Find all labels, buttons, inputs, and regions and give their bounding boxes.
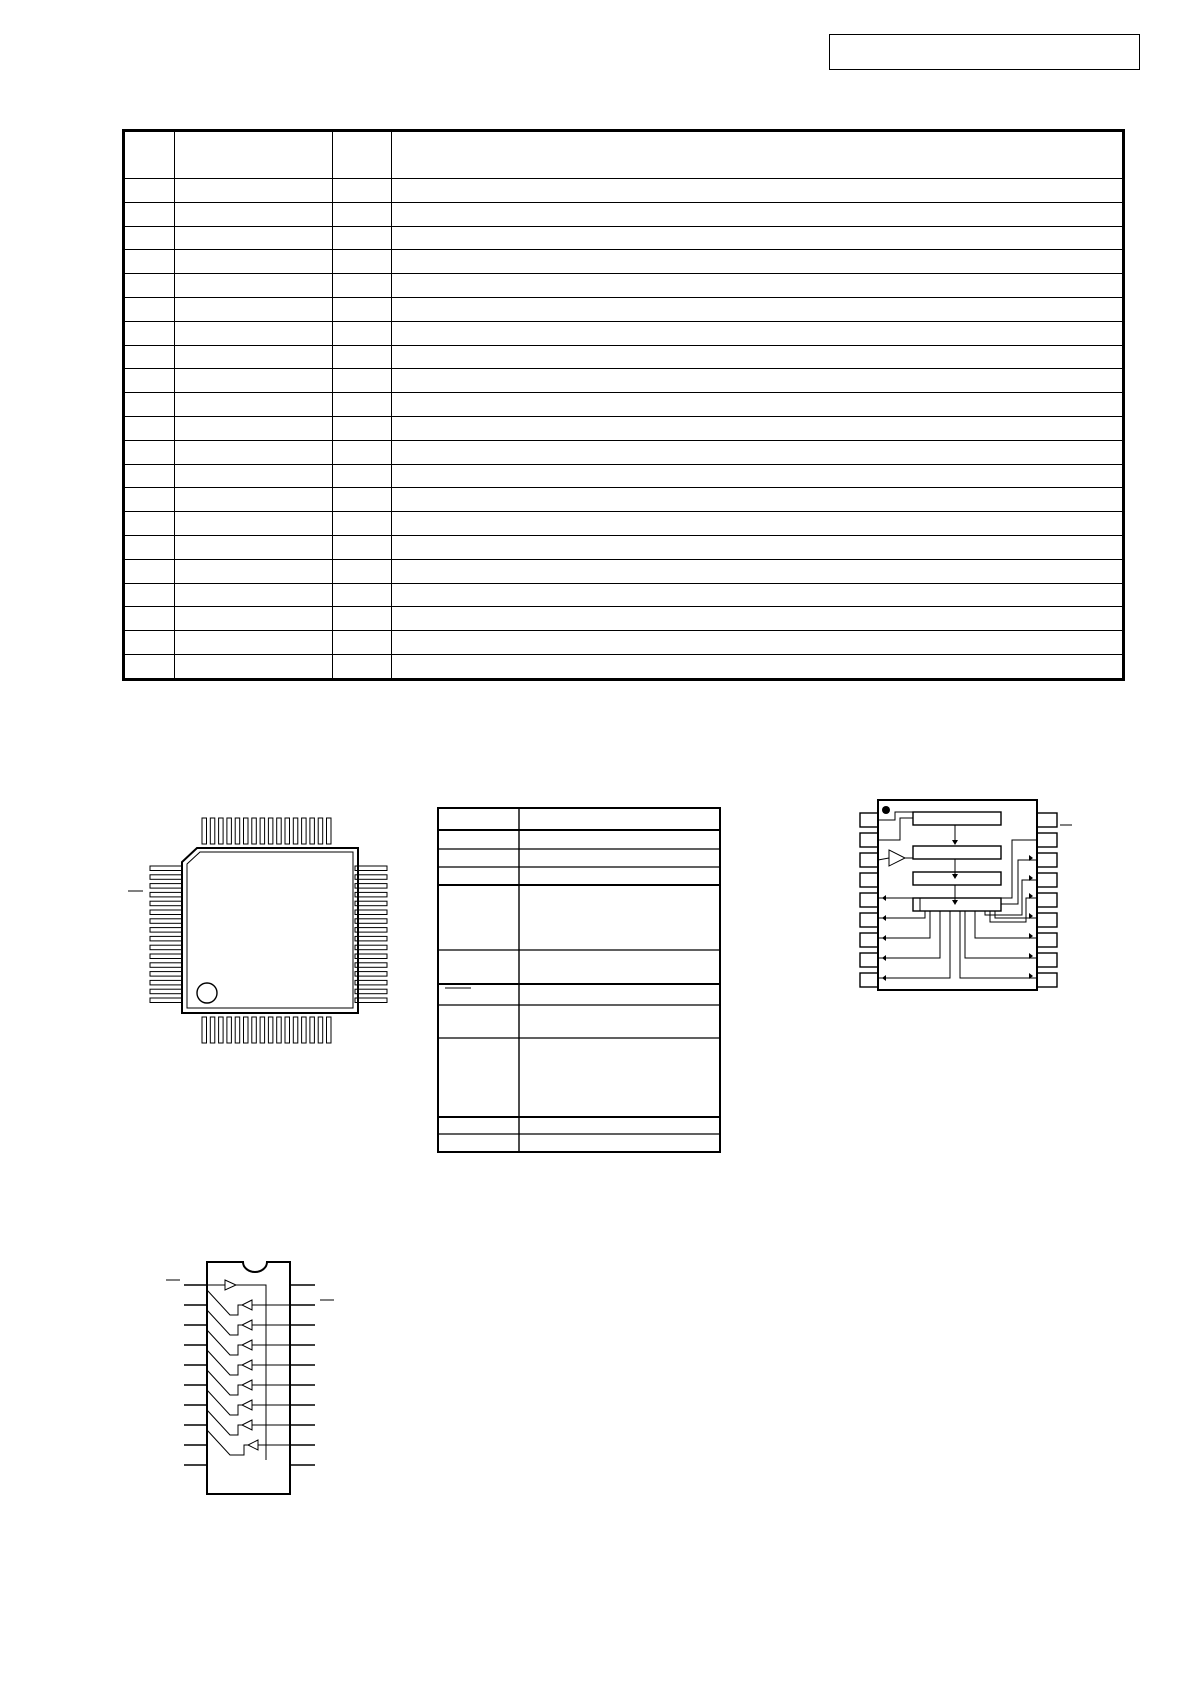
table-cell	[175, 226, 333, 250]
table-cell	[175, 202, 333, 226]
table-cell	[175, 274, 333, 298]
buffer-symbol	[242, 1380, 252, 1390]
table-row	[124, 226, 1124, 250]
right-pin	[355, 963, 387, 968]
buffer-symbol	[242, 1400, 252, 1410]
table-cell	[392, 440, 1124, 464]
table-row	[124, 179, 1124, 203]
left-pin	[150, 972, 182, 977]
table-cell	[333, 559, 392, 583]
left-pin	[860, 813, 878, 827]
table-cell	[333, 440, 392, 464]
table-row	[124, 464, 1124, 488]
left-pin	[150, 928, 182, 933]
ic-body	[878, 800, 1037, 990]
right-pin	[355, 998, 387, 1003]
left-pin	[150, 989, 182, 994]
table-cell	[333, 631, 392, 655]
table-cell	[175, 631, 333, 655]
pin-description-table	[122, 129, 1125, 681]
signal-line	[878, 911, 950, 978]
left-pin	[860, 833, 878, 847]
table-cell	[175, 464, 333, 488]
bottom-pin	[318, 1017, 323, 1043]
table-row	[124, 607, 1124, 631]
table-cell	[392, 250, 1124, 274]
function-block	[913, 812, 1001, 825]
arrow-head	[952, 840, 958, 845]
table-header-row	[124, 131, 1124, 179]
right-pin	[355, 980, 387, 985]
top-pin	[252, 818, 256, 844]
table-cell	[175, 654, 333, 679]
table-cell	[333, 535, 392, 559]
table-cell	[124, 631, 175, 655]
terminal-table	[435, 805, 725, 1153]
table-cell	[175, 440, 333, 464]
table-cell	[392, 416, 1124, 440]
table-cell	[333, 607, 392, 631]
table-row	[124, 369, 1124, 393]
pin-table-body	[124, 179, 1124, 680]
left-pin	[860, 853, 878, 867]
right-pin	[355, 866, 387, 871]
table-cell	[175, 297, 333, 321]
function-block	[913, 846, 1001, 859]
signal-line	[207, 1430, 290, 1455]
table-cell	[124, 321, 175, 345]
top-pin	[235, 818, 240, 844]
right-pin	[355, 875, 387, 880]
table-cell	[333, 179, 392, 203]
table-row	[124, 416, 1124, 440]
top-pin	[293, 818, 298, 844]
table-cell	[124, 226, 175, 250]
signal-line	[878, 812, 913, 820]
arrow-head	[882, 975, 886, 981]
left-pin	[150, 980, 182, 985]
table-cell	[392, 512, 1124, 536]
left-pin	[150, 954, 182, 959]
right-pin	[355, 884, 387, 889]
right-pin	[1037, 933, 1057, 947]
left-pin	[150, 998, 182, 1003]
table-row	[124, 297, 1124, 321]
table-cell	[333, 393, 392, 417]
model-number-box	[829, 34, 1140, 70]
left-pin	[150, 875, 182, 880]
top-pin	[260, 818, 265, 844]
left-pin	[150, 884, 182, 889]
right-pin	[1037, 953, 1057, 967]
table-row	[124, 654, 1124, 679]
right-pin	[1037, 833, 1057, 847]
right-pin	[355, 945, 387, 950]
table-cell	[175, 535, 333, 559]
arrow-head	[882, 895, 886, 901]
buffer-symbol	[248, 1440, 258, 1450]
right-pin	[355, 989, 387, 994]
top-pin	[277, 818, 282, 844]
table-cell	[124, 607, 175, 631]
left-pin	[150, 901, 182, 906]
bottom-pin	[202, 1017, 207, 1043]
buffer-ic-package-icon	[160, 1255, 340, 1500]
table-cell	[124, 345, 175, 369]
table-cell	[392, 607, 1124, 631]
table-row	[124, 512, 1124, 536]
table-cell	[124, 559, 175, 583]
table-cell	[333, 274, 392, 298]
top-pin	[219, 818, 224, 844]
table-cell	[124, 297, 175, 321]
table-row	[124, 488, 1124, 512]
table-cell	[333, 297, 392, 321]
table-cell	[175, 345, 333, 369]
table-cell	[392, 488, 1124, 512]
right-pin	[355, 928, 387, 933]
table-cell	[175, 488, 333, 512]
table-cell	[392, 464, 1124, 488]
signal-line	[207, 1330, 290, 1355]
header-function	[392, 131, 1124, 179]
bottom-pin	[260, 1017, 265, 1043]
ic-body	[182, 848, 358, 1013]
table-cell	[175, 416, 333, 440]
bottom-pin	[244, 1017, 249, 1043]
table-cell	[124, 464, 175, 488]
table-cell	[392, 179, 1124, 203]
table-cell	[333, 416, 392, 440]
buffer-symbol	[242, 1360, 252, 1370]
left-pin	[860, 913, 878, 927]
table-cell	[392, 654, 1124, 679]
signal-line	[207, 1410, 290, 1435]
left-pin	[860, 893, 878, 907]
left-pin	[150, 945, 182, 950]
table-row	[124, 274, 1124, 298]
top-pin	[244, 818, 249, 844]
left-pin	[150, 892, 182, 897]
buffer-symbol	[889, 850, 905, 866]
right-pin	[1037, 873, 1057, 887]
right-pin	[1037, 853, 1057, 867]
table-cell	[175, 179, 333, 203]
table-cell	[333, 250, 392, 274]
table-cell	[392, 631, 1124, 655]
signal-line	[207, 1370, 290, 1395]
table-cell	[124, 202, 175, 226]
signal-line	[1001, 840, 1037, 898]
table-cell	[124, 654, 175, 679]
table-cell	[124, 369, 175, 393]
table-row	[124, 202, 1124, 226]
bottom-pin	[285, 1017, 290, 1043]
table-cell	[175, 369, 333, 393]
signal-line	[207, 1285, 266, 1460]
function-block	[913, 898, 1001, 911]
table-cell	[124, 179, 175, 203]
table-row	[124, 559, 1124, 583]
left-pin	[860, 933, 878, 947]
table-cell	[124, 512, 175, 536]
table-cell	[392, 345, 1124, 369]
table-cell	[175, 607, 333, 631]
buffer-symbol	[242, 1320, 252, 1330]
signal-line	[207, 1290, 290, 1315]
table-cell	[333, 464, 392, 488]
arrow-head	[882, 935, 886, 941]
bottom-pin	[235, 1017, 240, 1043]
bottom-pin	[227, 1017, 232, 1043]
buffer-symbol	[242, 1420, 252, 1430]
right-pin	[355, 919, 387, 924]
table-cell	[124, 583, 175, 607]
table-row	[124, 535, 1124, 559]
table-cell	[124, 274, 175, 298]
signal-line	[207, 1390, 290, 1415]
table-cell	[392, 583, 1124, 607]
table-cell	[333, 226, 392, 250]
table-cell	[175, 321, 333, 345]
right-pin	[355, 910, 387, 915]
table-cell	[392, 535, 1124, 559]
table-cell	[175, 250, 333, 274]
buffer-symbol	[225, 1280, 236, 1290]
bottom-pin	[302, 1017, 307, 1043]
qfp-ic-package-icon	[120, 815, 405, 1075]
table-cell	[392, 559, 1124, 583]
header-pin-no	[124, 131, 175, 179]
table-cell	[175, 512, 333, 536]
table-row	[124, 583, 1124, 607]
buffer-symbol	[242, 1300, 252, 1310]
signal-line	[878, 858, 889, 860]
table-cell	[333, 512, 392, 536]
signal-line	[905, 851, 913, 858]
top-pin	[310, 818, 315, 844]
table-cell	[392, 393, 1124, 417]
left-pin	[150, 919, 182, 924]
right-pin	[1037, 913, 1057, 927]
table-cell	[124, 488, 175, 512]
left-pin	[150, 866, 182, 871]
top-pin	[318, 818, 323, 844]
right-pin	[355, 972, 387, 977]
arrow-head	[952, 900, 958, 905]
table-row	[124, 631, 1124, 655]
signal-line	[878, 911, 930, 938]
table-cell	[175, 559, 333, 583]
table-cell	[392, 274, 1124, 298]
top-pin	[210, 818, 215, 844]
table-row	[124, 345, 1124, 369]
header-io	[333, 131, 392, 179]
table-cell	[392, 369, 1124, 393]
top-pin	[268, 818, 273, 844]
signal-line	[207, 1350, 290, 1375]
top-pin	[227, 818, 232, 844]
bottom-pin	[219, 1017, 224, 1043]
function-block	[913, 872, 1001, 885]
table-row	[124, 393, 1124, 417]
bottom-pin	[293, 1017, 298, 1043]
table-cell	[333, 583, 392, 607]
pin1-marker	[197, 983, 217, 1003]
right-pin	[1037, 973, 1057, 987]
signal-line	[960, 911, 1037, 978]
right-pin	[355, 936, 387, 941]
ic-block-diagram-icon	[850, 795, 1075, 995]
signal-line	[878, 818, 913, 840]
left-pin	[150, 963, 182, 968]
left-pin	[860, 873, 878, 887]
table-cell	[392, 202, 1124, 226]
signal-line	[878, 898, 920, 911]
table-row	[124, 440, 1124, 464]
left-pin	[150, 910, 182, 915]
table-row	[124, 250, 1124, 274]
left-pin	[860, 953, 878, 967]
table-cell	[124, 535, 175, 559]
signal-line	[207, 1310, 290, 1335]
left-pin	[150, 936, 182, 941]
right-pin	[355, 954, 387, 959]
bottom-pin	[310, 1017, 315, 1043]
table-cell	[124, 393, 175, 417]
table-cell	[175, 583, 333, 607]
left-pin	[860, 973, 878, 987]
table-cell	[392, 297, 1124, 321]
top-pin	[202, 818, 207, 844]
table-row	[124, 321, 1124, 345]
top-pin	[302, 818, 307, 844]
table-cell	[333, 321, 392, 345]
bottom-pin	[252, 1017, 256, 1043]
buffer-symbol	[242, 1340, 252, 1350]
arrow-head	[882, 955, 886, 961]
ic-body	[207, 1262, 290, 1494]
table-cell	[333, 345, 392, 369]
right-pin	[1037, 893, 1057, 907]
table-cell	[333, 369, 392, 393]
pin1-marker	[882, 806, 890, 814]
table-cell	[124, 440, 175, 464]
bottom-pin	[268, 1017, 273, 1043]
table-border	[438, 808, 720, 1152]
right-pin	[1037, 813, 1057, 827]
arrow-head	[952, 874, 958, 879]
table-cell	[333, 488, 392, 512]
top-pin	[327, 818, 332, 844]
table-cell	[392, 226, 1124, 250]
table-cell	[175, 393, 333, 417]
table-cell	[124, 416, 175, 440]
bottom-pin	[327, 1017, 332, 1043]
table-cell	[333, 202, 392, 226]
table-cell	[392, 321, 1124, 345]
right-pin	[355, 892, 387, 897]
header-pin-name	[175, 131, 333, 179]
arrow-head	[882, 915, 886, 921]
signal-line	[1001, 860, 1037, 904]
table-cell	[333, 654, 392, 679]
bottom-pin	[277, 1017, 282, 1043]
bottom-pin	[210, 1017, 215, 1043]
top-pin	[285, 818, 290, 844]
table-cell	[124, 250, 175, 274]
right-pin	[355, 901, 387, 906]
